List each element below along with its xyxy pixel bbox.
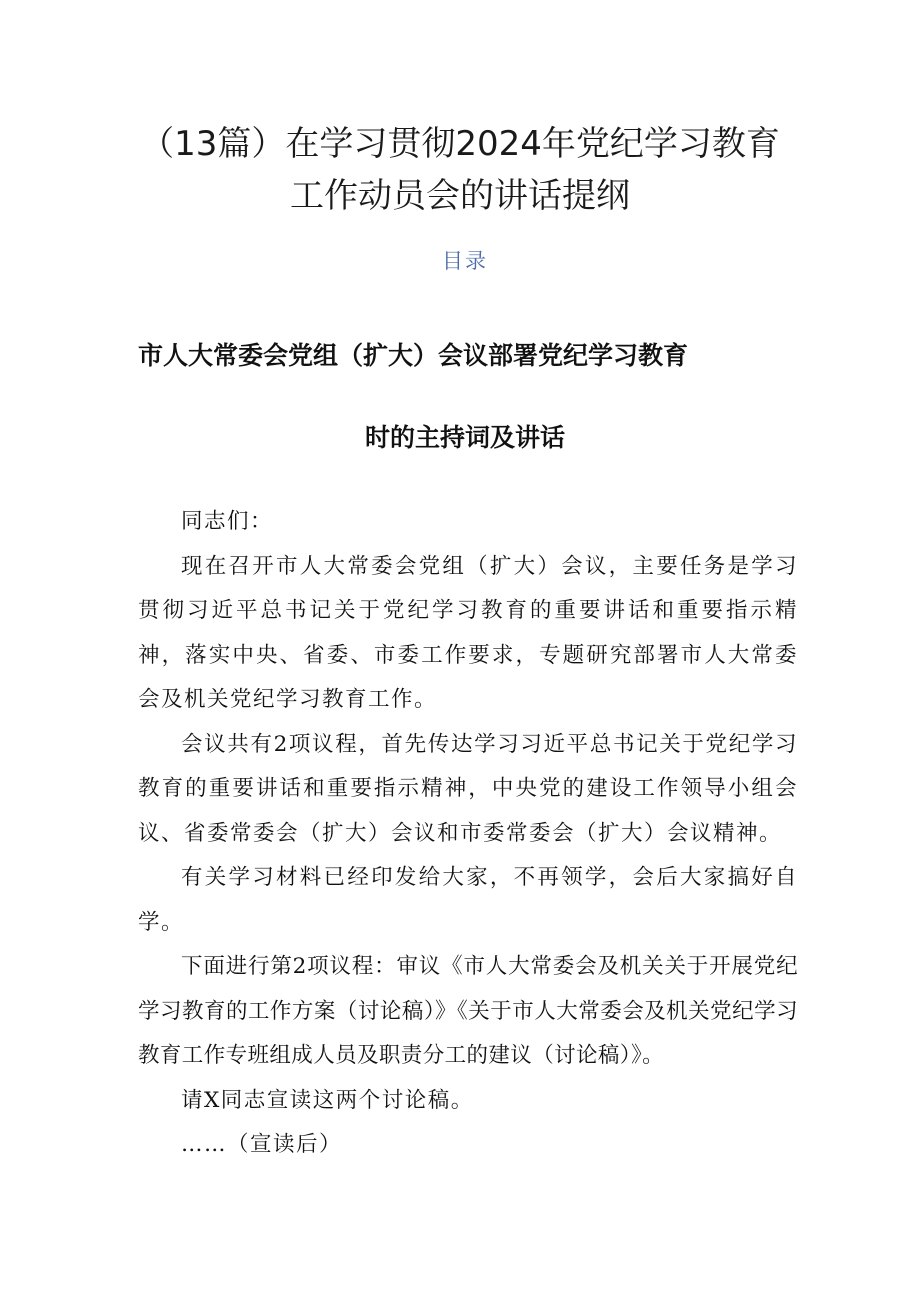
paragraph: 下面进行第2项议程：审议《市人大常委会及机关关于开展党纪学习教育的工作方案（讨论稿）》《关于市人大常委会及机关党纪学习教育工作专班组成人员及职责分工的建议（讨论稿）》。 — [138, 954, 798, 1068]
paragraph: 有关学习材料已经印发给大家，不再领学，会后大家搞好自学。 — [138, 865, 798, 935]
paragraph: 会议共有2项议程，首先传达学习习近平总书记关于党纪学习教育的重要讲话和重要指示精神，中央党的建设工作领导小组会议、省委常委会（扩大）会议和市委常委会（扩大）会议精神。 — [138, 731, 798, 846]
paragraph: 现在召开市人大常委会党组（扩大）会议，主要任务是学习贯彻习近平总书记关于党纪学习教育的重要讲话和重要指示精神，落实中央、省委、市委工作要求，专题研究部署市人大常委会及机关党纪学习教育工作。 — [138, 553, 798, 712]
paragraph-salutation: 同志们： — [181, 509, 274, 534]
document-body — [138, 500, 798, 1168]
toc-label: 目录 — [442, 249, 488, 273]
section-title-line-2: 时的主持词及讲话 — [364, 423, 565, 452]
document-title-line-2: 工作动员会的讲话提纲 — [290, 176, 630, 216]
paragraph: 请X同志宣读这两个讨论稿。 — [181, 1087, 474, 1113]
document-title-line-1: （13篇）在学习贯彻2024年党纪学习教育 — [140, 124, 780, 164]
paragraph: ……（宣读后） — [181, 1132, 343, 1157]
section-title-line-1: 市人大常委会党组（扩大）会议部署党纪学习教育 — [138, 341, 689, 370]
